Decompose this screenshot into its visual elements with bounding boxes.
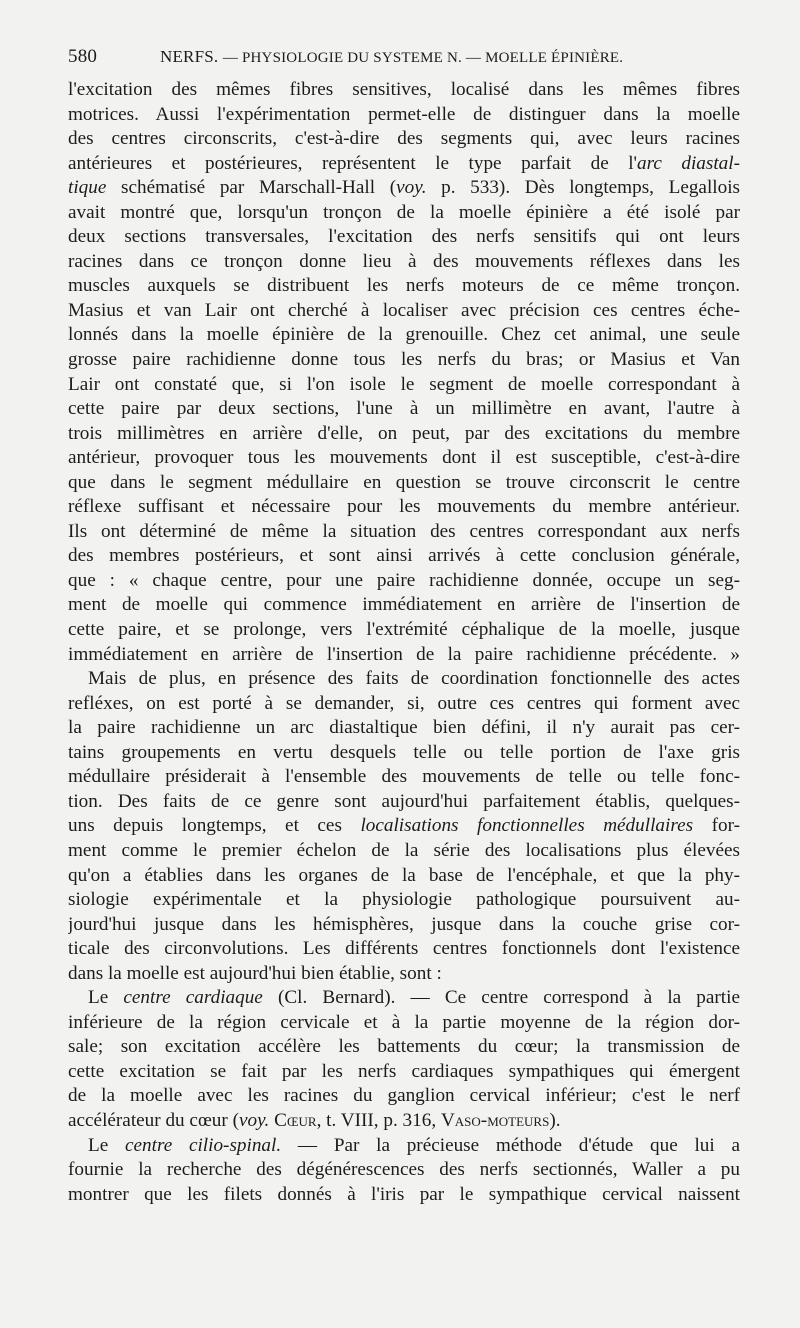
text-segment: Ils ont déterminé de même la situation des centres correspondant aux nerfs (68, 520, 740, 542)
text-line (68, 1134, 740, 1159)
text-line (68, 913, 740, 938)
text-line (68, 127, 740, 152)
text-line (68, 176, 740, 201)
text-line (68, 446, 740, 471)
italic-text: voy. (396, 177, 427, 199)
running-header (68, 46, 740, 78)
text-segment: antérieures et postérieures, représentent le type parfait de l' (68, 152, 638, 174)
page-number: 580 (68, 46, 98, 67)
text-segment: motrices. Aussi l'expérimentation permet-elle de distinguer dans la moelle (68, 103, 740, 125)
text-segment: des centres circonscrits, c'est-à-dire des segments qui, avec leurs racines (68, 128, 740, 150)
italic-text: voy. (238, 1109, 270, 1131)
italic-text: centre cardiaque (123, 987, 263, 1009)
text-segment: , t. VIII, p. 316, (316, 1109, 441, 1131)
text-segment: avait montré que, lorsqu'un tronçon de la moelle épinière a été isolé par (68, 201, 740, 223)
text-line (68, 299, 740, 324)
text-line (68, 422, 740, 447)
text-line (68, 618, 740, 643)
text-segment: cette excitation se fait par les nerfs cardiaques sympathiques qui émergent (68, 1060, 740, 1082)
text-line (68, 569, 740, 594)
text-line (68, 544, 740, 569)
text-segment: for- (693, 815, 740, 837)
text-segment: — Par la précieuse méthode d'étude que lui a (281, 1134, 740, 1156)
italic-text: tique (68, 177, 107, 199)
text-line (68, 225, 740, 250)
text-line (68, 962, 740, 987)
running-title-main: NERFS. (160, 47, 219, 66)
body-text (68, 78, 740, 1207)
text-line (68, 1183, 740, 1208)
text-line (68, 790, 740, 815)
text-line (68, 152, 740, 177)
small-caps-text: Cœur (274, 1109, 317, 1131)
text-line (68, 888, 740, 913)
text-line (68, 741, 740, 766)
text-line (68, 765, 740, 790)
text-segment: qu'on a établies dans les organes de la base de l'encéphale, et que la phy- (68, 864, 740, 886)
text-line (68, 250, 740, 275)
text-line (68, 814, 740, 839)
text-line (68, 937, 740, 962)
text-line (68, 520, 740, 545)
text-line (68, 1060, 740, 1085)
text-segment: racines dans ce tronçon donne lieu à des mouvements réflexes dans les (68, 250, 740, 272)
text-segment: immédiatement en arrière de l'insertion de la paire rachidienne précédente. » (68, 643, 740, 665)
text-segment: ment de moelle qui commence immédiatement en arrière de l'insertion de (68, 594, 740, 616)
text-line (68, 471, 740, 496)
text-line (68, 274, 740, 299)
text-line (68, 667, 740, 692)
text-line (68, 593, 740, 618)
text-segment: fournie la recherche des dégénérescences des nerfs sectionnés, Waller a pu (68, 1159, 740, 1181)
text-segment: p. 533). Dès longtemps, Legallois (426, 177, 740, 199)
text-line (68, 839, 740, 864)
text-line (68, 1011, 740, 1036)
book-page (68, 46, 740, 1296)
text-segment: deux sections transversales, l'excitation des nerfs sensitifs qui ont leurs (68, 226, 740, 248)
text-segment: que : « chaque centre, pour une paire rachidienne donnée, occupe un seg- (68, 569, 740, 591)
text-segment: Mais de plus, en présence des faits de coordination fonctionnelle des actes (88, 668, 740, 690)
text-segment: trois millimètres en arrière d'elle, on peut, par des excitations du membre (68, 422, 740, 444)
text-segment: Le (88, 1134, 125, 1156)
text-segment: l'excitation des mêmes fibres sensitives, localisé dans les mêmes fibres (68, 79, 740, 100)
running-title (160, 47, 623, 67)
text-line (68, 1109, 740, 1134)
text-segment: ticale des circonvolutions. Les différents centres fonctionnels dont l'existence (68, 938, 740, 960)
text-segment: sale; son excitation accélère les battements du cœur; la transmission de (68, 1036, 740, 1058)
text-line (68, 692, 740, 717)
text-segment: Lair ont constaté que, si l'on isole le segment de moelle correspondant à (68, 373, 740, 395)
text-segment: ment comme le premier échelon de la série des localisations plus élevées (68, 839, 740, 861)
text-line (68, 864, 740, 889)
italic-text: arc diastal- (637, 152, 740, 174)
small-caps-text: Vaso-moteurs (440, 1109, 550, 1131)
text-segment: tains groupements en vertu desquels telle ou telle portion de l'axe gris (68, 741, 740, 763)
text-segment: cette paire, et se prolonge, vers l'extrémité céphalique de la moelle, jusque (68, 619, 740, 641)
italic-text: localisations fonctionnelles médullaires (360, 815, 694, 837)
text-segment: réflexe suffisant et nécessaire pour les mouvements du membre antérieur. (68, 496, 740, 518)
text-segment: des membres postérieurs, et sont ainsi arrivés à cette conclusion générale, (68, 545, 740, 567)
text-line (68, 201, 740, 226)
text-segment: la paire rachidienne un arc diastaltique bien défini, il n'y aurait pas cer- (68, 717, 740, 739)
text-line (68, 78, 740, 103)
text-line (68, 1084, 740, 1109)
text-segment: cette paire par deux sections, l'une à un millimètre en avant, l'autre à (68, 398, 740, 420)
text-line (68, 986, 740, 1011)
text-segment: ). (549, 1109, 561, 1131)
text-segment: lonnés dans la moelle épinière de la grenouille. Chez cet animal, une seule (68, 324, 740, 346)
text-segment: schématisé par Marschall-Hall ( (106, 177, 397, 199)
text-segment: que dans le segment médullaire en question se trouve circonscrit le centre (68, 471, 740, 493)
text-line (68, 397, 740, 422)
running-title-sub: — PHYSIOLOGIE DU SYSTEME N. — MOELLE ÉPINIÈRE. (222, 50, 624, 66)
text-segment: inférieure de la région cervicale et à la partie moyenne de la région dor- (68, 1011, 740, 1033)
text-segment: grosse paire rachidienne donne tous les nerfs du bras; or Masius et Van (68, 349, 740, 371)
text-segment: Le (88, 987, 124, 1009)
text-segment: uns depuis longtemps, et ces (68, 815, 361, 837)
text-line (68, 643, 740, 668)
text-line (68, 323, 740, 348)
text-line (68, 348, 740, 373)
text-line (68, 716, 740, 741)
text-line (68, 1035, 740, 1060)
text-segment: refléxes, on est porté à se demander, si, outre ces centres qui forment avec (68, 692, 740, 714)
text-line (68, 495, 740, 520)
text-segment: dans la moelle est aujourd'hui bien établie, sont : (68, 962, 442, 984)
text-line (68, 1158, 740, 1183)
text-segment: jourd'hui jusque dans les hémisphères, jusque dans la couche grise cor- (68, 913, 740, 935)
text-line (68, 103, 740, 128)
text-segment: médullaire présiderait à l'ensemble des mouvements de telle ou telle fonc- (68, 766, 740, 788)
text-segment: Masius et van Lair ont cherché à localiser avec précision ces centres éche- (68, 299, 740, 321)
text-segment: antérieur, provoquer tous les mouvements dont il est susceptible, c'est-à-dire (68, 447, 740, 469)
text-segment: de la moelle avec les racines du ganglion cervical inférieur; c'est le nerf (68, 1085, 740, 1107)
text-segment: siologie expérimentale et la physiologie pathologique poursuivent au- (68, 889, 740, 911)
text-segment: accélérateur du cœur ( (68, 1109, 239, 1131)
italic-text: centre cilio-spinal. (124, 1134, 282, 1156)
text-segment: montrer que les filets donnés à l'iris par le sympathique cervical naissent (68, 1183, 740, 1205)
text-segment: muscles auxquels se distribuent les nerfs moteurs de ce même tronçon. (68, 275, 740, 297)
text-segment: tion. Des faits de ce genre sont aujourd'hui parfaitement établis, quelques- (68, 790, 740, 812)
text-segment: (Cl. Bernard). — Ce centre correspond à la partie (262, 987, 740, 1009)
text-line (68, 373, 740, 398)
